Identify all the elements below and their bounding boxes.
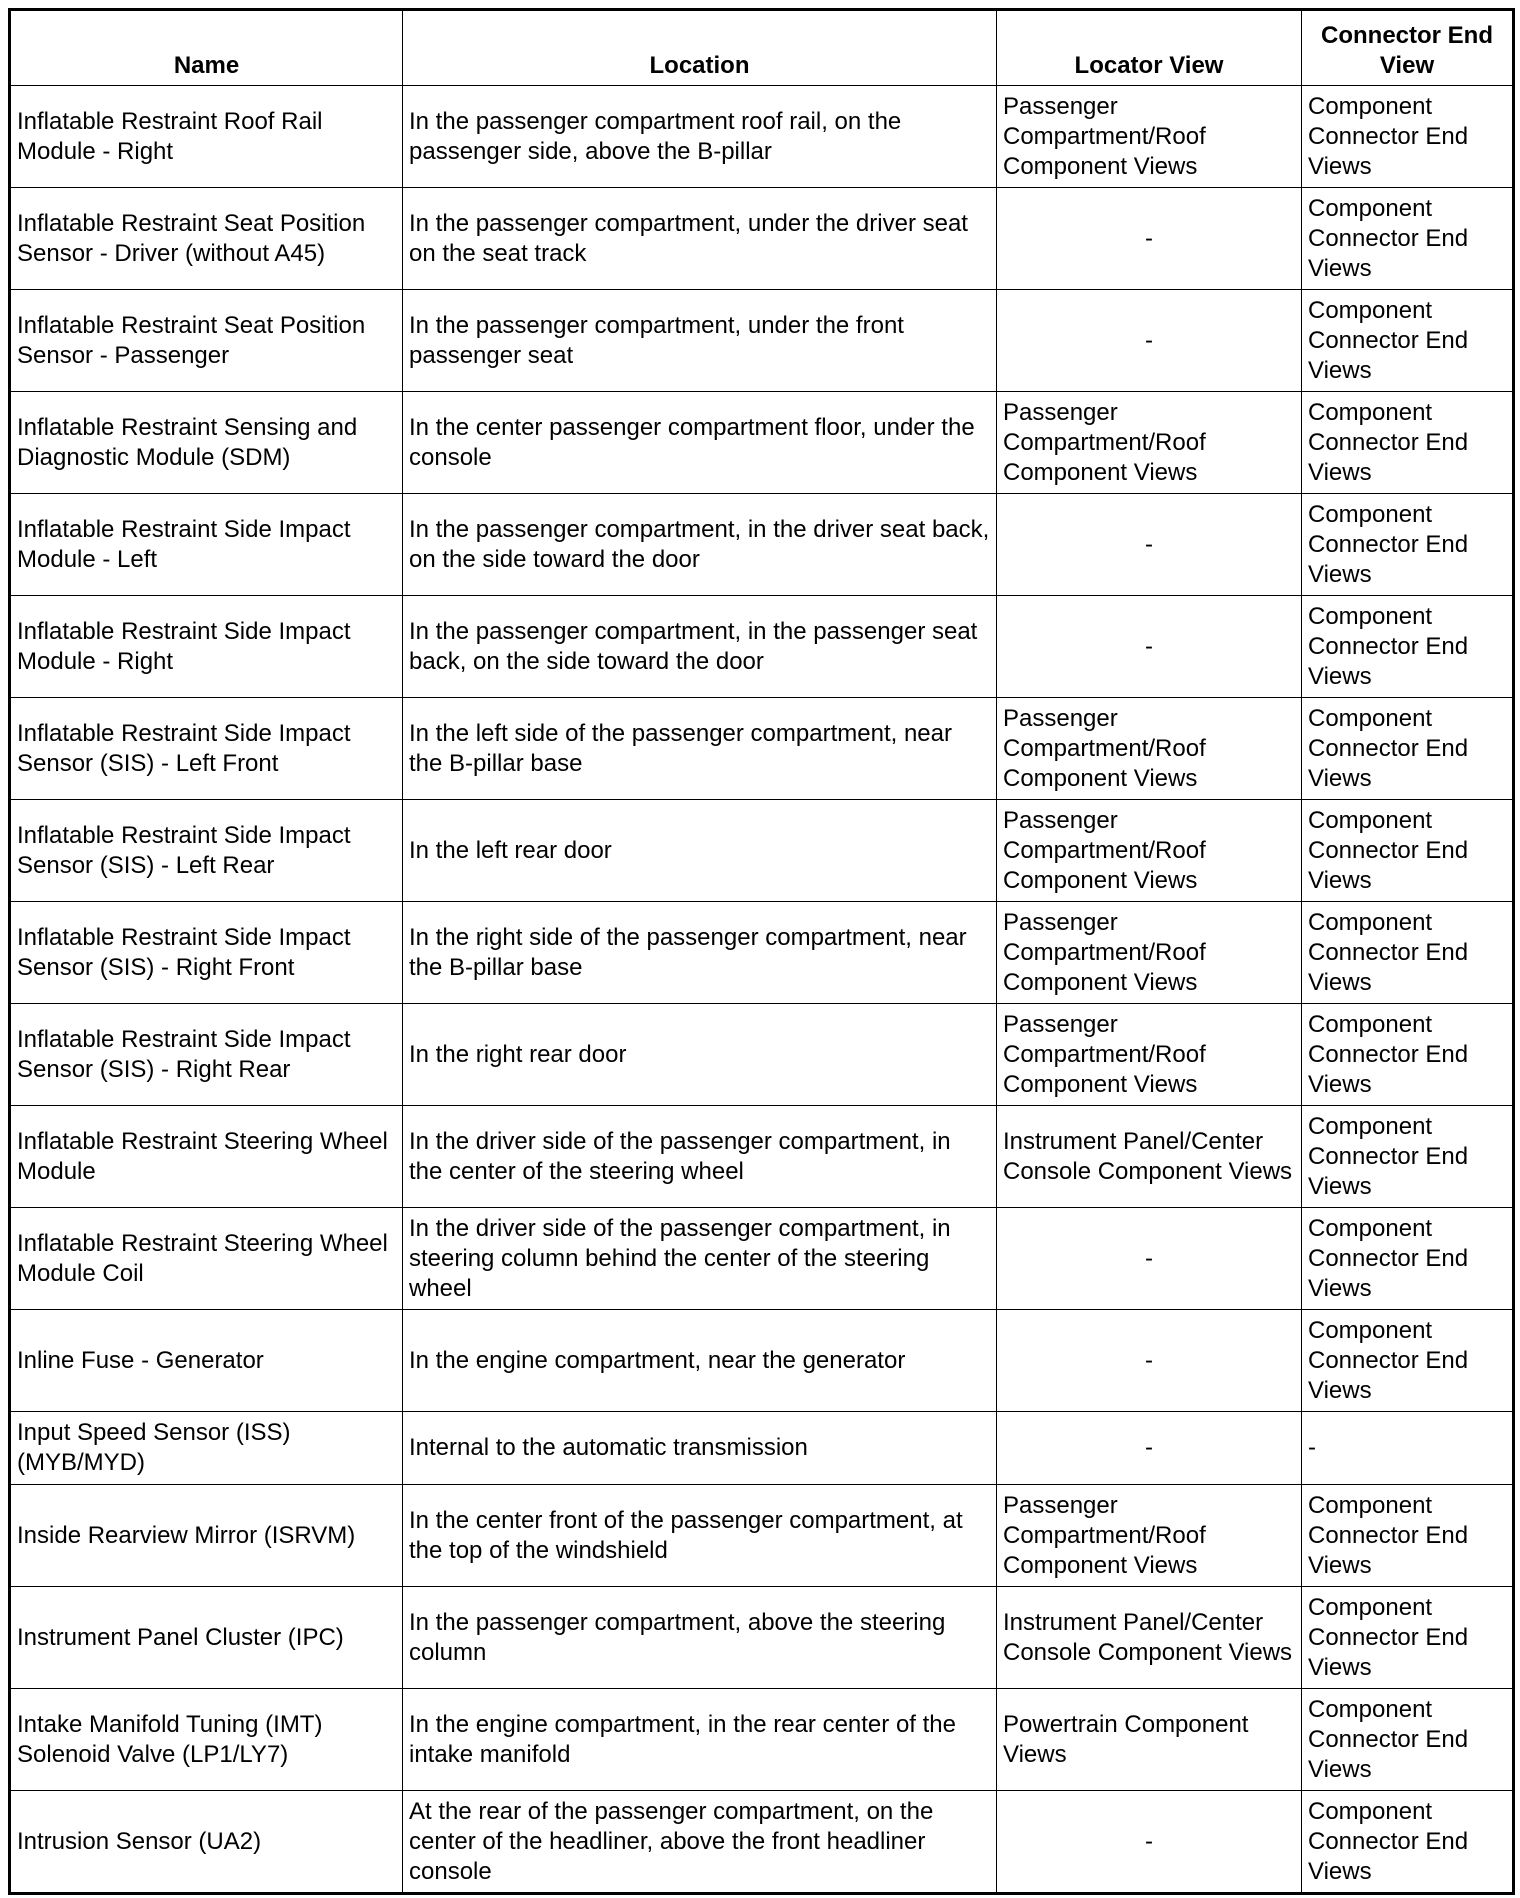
table-row — [10, 800, 1514, 902]
header-locator-view: Locator View — [997, 10, 1302, 86]
cell-name: Inflatable Restraint Steering Wheel Module Coil — [10, 1208, 403, 1310]
table-row — [10, 1587, 1514, 1689]
component-locator-table — [8, 8, 1515, 1895]
cell-connector-end-view: Component Connector End Views — [1302, 800, 1514, 902]
table-row — [10, 1485, 1514, 1587]
table-row — [10, 1689, 1514, 1791]
header-row — [10, 10, 1514, 86]
cell-locator-view: Passenger Compartment/Roof Component Views — [997, 698, 1302, 800]
cell-locator-view: Powertrain Component Views — [997, 1689, 1302, 1791]
cell-locator-view: Passenger Compartment/Roof Component Views — [997, 1485, 1302, 1587]
header-location: Location — [403, 10, 997, 86]
cell-locator-view: Passenger Compartment/Roof Component Views — [997, 392, 1302, 494]
cell-name: Inflatable Restraint Seat Position Sensor - Driver (without A45) — [10, 188, 403, 290]
cell-name: Inline Fuse - Generator — [10, 1310, 403, 1412]
cell-name: Inflatable Restraint Roof Rail Module - Right — [10, 86, 403, 188]
cell-connector-end-view: Component Connector End Views — [1302, 1208, 1514, 1310]
table-row — [10, 1208, 1514, 1310]
cell-connector-end-view: Component Connector End Views — [1302, 392, 1514, 494]
cell-location: In the passenger compartment roof rail, on the passenger side, above the B-pillar — [403, 86, 997, 188]
cell-locator-view: - — [997, 1791, 1302, 1894]
table-row — [10, 1004, 1514, 1106]
table-row — [10, 392, 1514, 494]
cell-name: Inflatable Restraint Side Impact Module - Right — [10, 596, 403, 698]
cell-location: In the passenger compartment, under the front passenger seat — [403, 290, 997, 392]
table-row — [10, 290, 1514, 392]
cell-location: In the left rear door — [403, 800, 997, 902]
table-row — [10, 188, 1514, 290]
cell-connector-end-view: Component Connector End Views — [1302, 1310, 1514, 1412]
cell-location: In the right side of the passenger compartment, near the B-pillar base — [403, 902, 997, 1004]
cell-location: In the center front of the passenger compartment, at the top of the windshield — [403, 1485, 997, 1587]
cell-connector-end-view: Component Connector End Views — [1302, 698, 1514, 800]
cell-connector-end-view: Component Connector End Views — [1302, 596, 1514, 698]
cell-connector-end-view: - — [1302, 1412, 1514, 1485]
table-row — [10, 1106, 1514, 1208]
cell-connector-end-view: Component Connector End Views — [1302, 494, 1514, 596]
cell-name: Intrusion Sensor (UA2) — [10, 1791, 403, 1894]
cell-locator-view: Instrument Panel/Center Console Component Views — [997, 1106, 1302, 1208]
cell-name: Inflatable Restraint Seat Position Sensor - Passenger — [10, 290, 403, 392]
cell-location: In the passenger compartment, under the driver seat on the seat track — [403, 188, 997, 290]
cell-name: Inflatable Restraint Side Impact Sensor (SIS) - Right Rear — [10, 1004, 403, 1106]
cell-name: Input Speed Sensor (ISS) (MYB/MYD) — [10, 1412, 403, 1485]
cell-connector-end-view: Component Connector End Views — [1302, 86, 1514, 188]
cell-connector-end-view: Component Connector End Views — [1302, 290, 1514, 392]
table-row — [10, 596, 1514, 698]
cell-location: In the passenger compartment, above the steering column — [403, 1587, 997, 1689]
cell-name: Inflatable Restraint Side Impact Module - Left — [10, 494, 403, 596]
cell-location: In the driver side of the passenger compartment, in steering column behind the center of the steering wheel — [403, 1208, 997, 1310]
cell-locator-view: - — [997, 1412, 1302, 1485]
cell-name: Instrument Panel Cluster (IPC) — [10, 1587, 403, 1689]
cell-locator-view: - — [997, 596, 1302, 698]
cell-location: In the left side of the passenger compartment, near the B-pillar base — [403, 698, 997, 800]
table-row — [10, 1791, 1514, 1894]
table-row — [10, 1412, 1514, 1485]
cell-connector-end-view: Component Connector End Views — [1302, 1106, 1514, 1208]
cell-location: In the right rear door — [403, 1004, 997, 1106]
table-row — [10, 494, 1514, 596]
cell-connector-end-view: Component Connector End Views — [1302, 1004, 1514, 1106]
cell-locator-view: Passenger Compartment/Roof Component Views — [997, 86, 1302, 188]
header-name: Name — [10, 10, 403, 86]
cell-locator-view: - — [997, 188, 1302, 290]
cell-locator-view: Passenger Compartment/Roof Component Views — [997, 1004, 1302, 1106]
cell-name: Inflatable Restraint Steering Wheel Module — [10, 1106, 403, 1208]
cell-connector-end-view: Component Connector End Views — [1302, 902, 1514, 1004]
cell-name: Inflatable Restraint Sensing and Diagnostic Module (SDM) — [10, 392, 403, 494]
cell-name: Intake Manifold Tuning (IMT) Solenoid Valve (LP1/LY7) — [10, 1689, 403, 1791]
cell-connector-end-view: Component Connector End Views — [1302, 188, 1514, 290]
cell-location: Internal to the automatic transmission — [403, 1412, 997, 1485]
table-body — [10, 86, 1514, 1894]
cell-location: In the engine compartment, near the generator — [403, 1310, 997, 1412]
table-row — [10, 86, 1514, 188]
cell-locator-view: Passenger Compartment/Roof Component Views — [997, 902, 1302, 1004]
cell-location: In the passenger compartment, in the passenger seat back, on the side toward the door — [403, 596, 997, 698]
cell-name: Inflatable Restraint Side Impact Sensor (SIS) - Left Front — [10, 698, 403, 800]
cell-location: In the engine compartment, in the rear center of the intake manifold — [403, 1689, 997, 1791]
cell-name: Inflatable Restraint Side Impact Sensor (SIS) - Right Front — [10, 902, 403, 1004]
cell-name: Inside Rearview Mirror (ISRVM) — [10, 1485, 403, 1587]
cell-locator-view: Instrument Panel/Center Console Component Views — [997, 1587, 1302, 1689]
cell-connector-end-view: Component Connector End Views — [1302, 1791, 1514, 1894]
table-row — [10, 1310, 1514, 1412]
cell-connector-end-view: Component Connector End Views — [1302, 1587, 1514, 1689]
cell-location: In the driver side of the passenger compartment, in the center of the steering wheel — [403, 1106, 997, 1208]
cell-locator-view: - — [997, 494, 1302, 596]
cell-locator-view: - — [997, 1208, 1302, 1310]
cell-locator-view: - — [997, 1310, 1302, 1412]
table-row — [10, 698, 1514, 800]
cell-location: At the rear of the passenger compartment, on the center of the headliner, above the front headliner console — [403, 1791, 997, 1894]
cell-location: In the passenger compartment, in the driver seat back, on the side toward the door — [403, 494, 997, 596]
cell-locator-view: - — [997, 290, 1302, 392]
cell-locator-view: Passenger Compartment/Roof Component Views — [997, 800, 1302, 902]
cell-name: Inflatable Restraint Side Impact Sensor (SIS) - Left Rear — [10, 800, 403, 902]
header-connector-end-view: Connector End View — [1302, 10, 1514, 86]
table-row — [10, 902, 1514, 1004]
cell-connector-end-view: Component Connector End Views — [1302, 1689, 1514, 1791]
cell-connector-end-view: Component Connector End Views — [1302, 1485, 1514, 1587]
cell-location: In the center passenger compartment floor, under the console — [403, 392, 997, 494]
